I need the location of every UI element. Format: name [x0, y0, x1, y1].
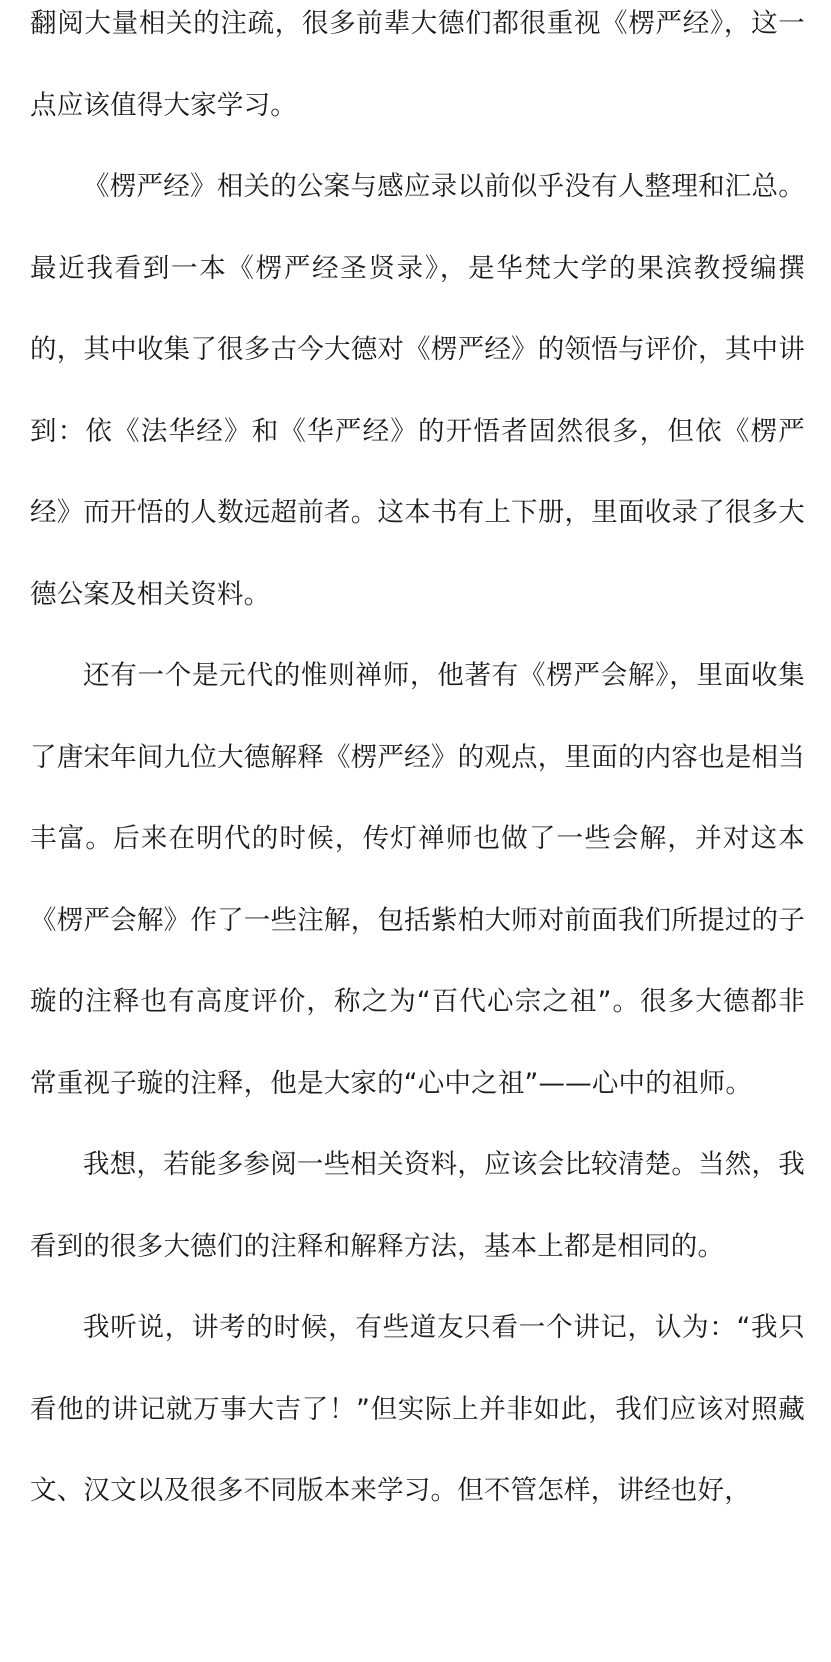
paragraph-1: 翻阅大量相关的注疏，很多前辈大德们都很重视《楞严经》，这一点应该值得大家学习。 [30, 8, 805, 121]
paragraph-2: 《楞严经》相关的公案与感应录以前似乎没有人整理和汇总。最近我看到一本《楞严经圣贤录》，是华梵大学的果滨教授编撰的，其中收集了很多古今大德对《楞严经》的领悟与评价，其中讲到：依《法华经》和《华严经》的开悟者固然很多，但依《楞严经》而开悟的人数远超前者。这本书有上下册，里面收录了很多大德公案及相关资料。 [30, 171, 805, 610]
paragraph-3: 还有一个是元代的惟则禅师，他著有《楞严会解》，里面收集了唐宋年间九位大德解释《楞严经》的观点，里面的内容也是相当丰富。后来在明代的时候，传灯禅师也做了一些会解，并对这本《楞严会解》作了一些注解，包括紫柏大师对前面我们所提过的子璇的注释也有高度评价，称之为“百代心宗之祖”。很多大德都非常重视子璇的注释，他是大家的“心中之祖”——心中的祖师。 [30, 660, 805, 1099]
paragraph-4: 我想，若能多参阅一些相关资料，应该会比较清楚。当然，我看到的很多大德们的注释和解释方法，基本上都是相同的。 [30, 1149, 805, 1262]
paragraph-5: 我听说，讲考的时候，有些道友只看一个讲记，认为：“我只看他的讲记就万事大吉了！”但实际上并非如此，我们应该对照藏文、汉文以及很多不同版本来学习。但不管怎样，讲经也好， [30, 1312, 805, 1506]
